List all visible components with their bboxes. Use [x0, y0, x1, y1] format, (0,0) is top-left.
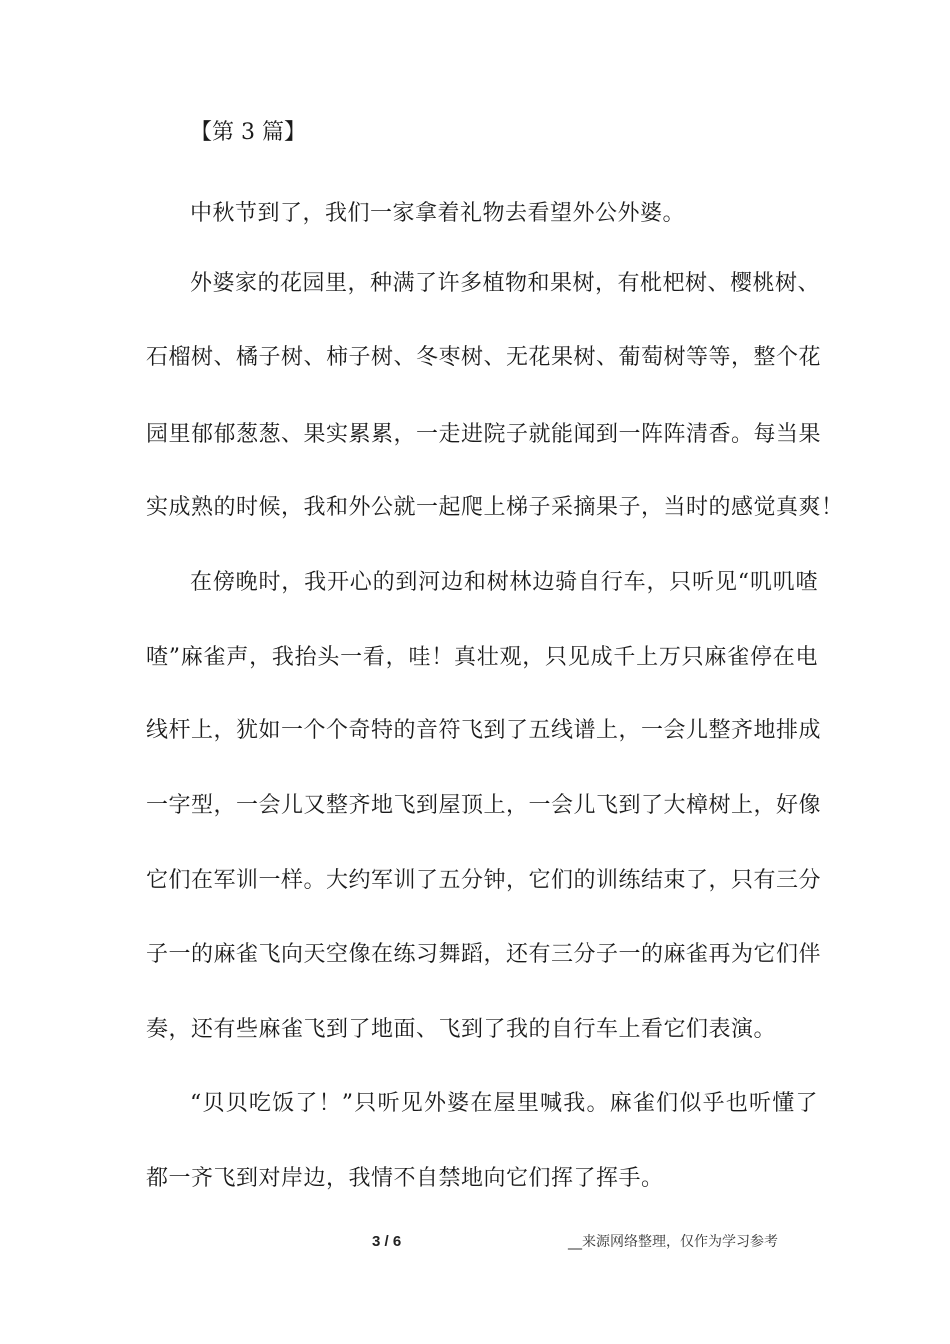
- paragraph-4-line-2: 都一齐飞到对岸边，我情不自禁地向它们挥了挥手。: [146, 1166, 664, 1191]
- paragraph-2-line-1: 外婆家的花园里，种满了许多植物和果树，有枇杷树、樱桃树、: [190, 271, 821, 296]
- paragraph-3-line-2: 喳”麻雀声，我抬头一看，哇！真壮观，只见成千上万只麻雀停在电: [146, 645, 818, 670]
- paragraph-3-line-3: 线杆上，犹如一个个奇特的音符飞到了五线谱上，一会儿整齐地排成: [146, 718, 822, 743]
- paragraph-2-line-2: 石榴树、橘子树、柿子树、冬枣树、无花果树、葡萄树等等，整个花: [146, 345, 822, 370]
- paragraph-2-line-3: 园里郁郁葱葱、果实累累，一走进院子就能闻到一阵阵清香。每当果: [146, 422, 822, 447]
- paragraph-3-line-5: 它们在军训一样。大约军训了五分钟，它们的训练结束了，只有三分: [146, 868, 822, 893]
- section-heading: 【第 3 篇】: [190, 120, 306, 145]
- paragraph-3-line-1: 在傍晚时，我开心的到河边和树林边骑自行车，只听见“叽叽喳: [190, 570, 818, 595]
- paragraph-3-line-4: 一字型，一会儿又整齐地飞到屋顶上，一会儿飞到了大樟树上，好像: [146, 793, 822, 818]
- paragraph-1-line-1: 中秋节到了，我们一家拿着礼物去看望外公外婆。: [190, 201, 686, 226]
- paragraph-2-line-4: 实成熟的时候，我和外公就一起爬上梯子采摘果子，当时的感觉真爽！: [146, 495, 844, 520]
- paragraph-4-line-1: “贝贝吃饭了！”只听见外婆在屋里喊我。麻雀们似乎也听懂了: [190, 1091, 818, 1116]
- footer-note: __来源网络整理，仅作为学习参考: [568, 1234, 778, 1250]
- page-number: 3 / 6: [372, 1233, 402, 1250]
- paragraph-3-line-6: 子一的麻雀飞向天空像在练习舞蹈，还有三分子一的麻雀再为它们伴: [146, 942, 822, 967]
- paragraph-3-line-7: 奏，还有些麻雀飞到了地面、飞到了我的自行车上看它们表演。: [146, 1017, 777, 1042]
